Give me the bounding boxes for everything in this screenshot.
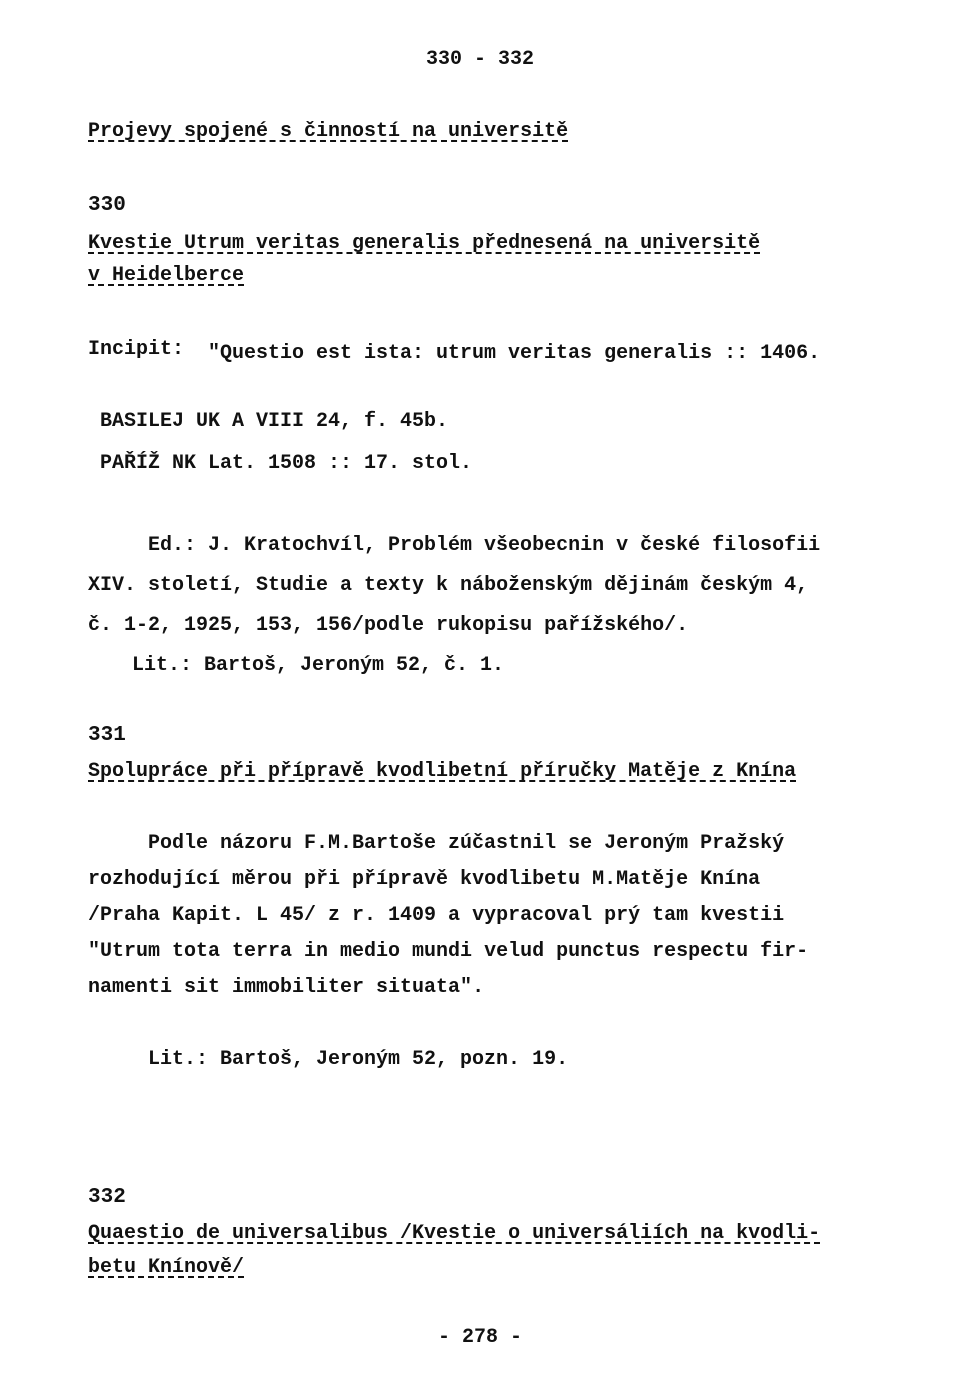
- entry-number-331: 331: [88, 724, 126, 747]
- entry-331-body-line1: Podle názoru F.M.Bartoše zúčastnil se Jeroným Pražský: [148, 832, 785, 855]
- entry-330-title-line1: Kvestie Utrum veritas generalis přednesená na universitě: [88, 232, 761, 255]
- entry-331-body-line4: "Utrum tota terra in medio mundi velud punctus respectu fir-: [88, 940, 809, 963]
- entry-331-body-line5: namenti sit immobiliter situata".: [88, 976, 485, 999]
- entry-number-332: 332: [88, 1186, 126, 1209]
- entry-332-title-line2: betu Knínově/: [88, 1256, 245, 1279]
- entry-331-literature: Lit.: Bartoš, Jeroným 52, pozn. 19.: [148, 1048, 569, 1071]
- entry-330-literature: Lit.: Bartoš, Jeroným 52, č. 1.: [132, 654, 505, 677]
- entry-number-330: 330: [88, 194, 126, 217]
- entry-331-body-line3: /Praha Kapit. L 45/ z r. 1409 a vypracoval prý tam kvestii: [88, 904, 785, 927]
- entry-330-title-line2: v Heidelberce: [88, 264, 245, 287]
- page-number: - 278 -: [437, 1326, 522, 1349]
- edition-line2: XIV. století, Studie a texty k náboženským dějinám českým 4,: [88, 574, 809, 597]
- manuscript-pariz: PAŘÍŽ NK Lat. 1508 :: 17. stol.: [100, 452, 473, 475]
- incipit-text: "Questio est ista: utrum veritas generalis :: 1406.: [208, 342, 821, 365]
- manuscript-basilej: BASILEJ UK A VIII 24, f. 45b.: [100, 410, 449, 433]
- edition-line3: č. 1-2, 1925, 153, 156/podle rukopisu pařížského/.: [88, 614, 689, 637]
- incipit-label: Incipit:: [88, 338, 185, 361]
- entry-332-title-line1: Quaestio de universalibus /Kvestie o universáliích na kvodli-: [88, 1222, 821, 1245]
- entry-331-title: Spolupráce při přípravě kvodlibetní příručky Matěje z Knína: [88, 760, 797, 783]
- page-range: 330 - 332: [425, 48, 535, 71]
- section-title: Projevy spojené s činností na universitě: [88, 120, 569, 143]
- entry-331-body-line2: rozhodující měrou při přípravě kvodlibetu M.Matěje Knína: [88, 868, 761, 891]
- edition-line1: Ed.: J. Kratochvíl, Problém všeobecnin v české filosofii: [148, 534, 821, 557]
